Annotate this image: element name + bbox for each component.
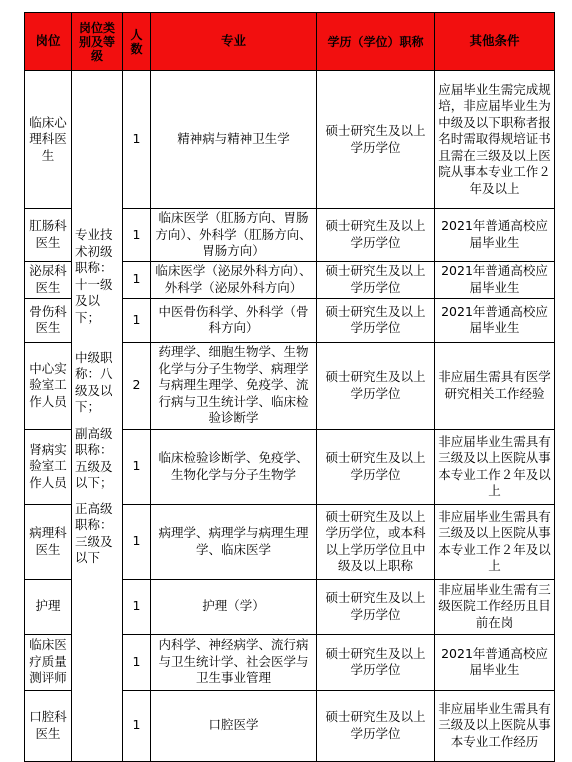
category-group-junior: 专业技术初级职称：十一级及以下； [75,227,113,325]
cell-education: 硕士研究生及以上学历学位 [317,579,435,634]
header-row [25,13,555,71]
cell-major: 临床医学（肛肠方向、胃肠方向）、外科学（肛肠方向、胃肠方向） [151,209,317,262]
cell-other: 2021年普通高校应届毕业生 [435,298,555,342]
cell-other: 非应届毕业生需具有三级及以上医院从事本专业工作２年及以上 [435,504,555,579]
header-other: 其他条件 [435,13,555,71]
cell-major: 药理学、细胞生物学、生物化学与分子生物学、病理学与病理生理学、免疫学、流行病与卫生统计学、临床检验诊断学 [151,342,317,429]
cell-major: 精神病与精神卫生学 [151,71,317,209]
cell-major: 病理学、病理学与病理生理学、临床医学 [151,504,317,579]
category-group-senior: 正高级职称：三级及以下 [75,500,113,565]
cell-category-merged [72,71,123,762]
cell-count: 1 [123,690,151,761]
cell-education: 硕士研究生及以上学历学位 [317,690,435,761]
category-group-intermediate: 中级职称：八级及以下； [75,349,113,414]
header-position: 岗位 [25,13,72,71]
cell-other: 2021年普通高校应届毕业生 [435,261,555,298]
header-education: 学历（学位）职称 [317,13,435,71]
cell-position: 肛肠科医生 [25,209,72,262]
cell-count: 1 [123,504,151,579]
header-category: 岗位类别及等级 [72,13,123,71]
cell-education: 硕士研究生及以上学历学位 [317,298,435,342]
cell-count: 2 [123,342,151,429]
cell-position: 临床心理科医生 [25,71,72,209]
cell-count: 1 [123,579,151,634]
cell-position: 口腔科医生 [25,690,72,761]
cell-other: 非应届生需具有医学研究相关工作经验 [435,342,555,429]
cell-other: 应届毕业生需完成规培，非应届毕业生为中级及以下职称者报名时需取得规培证书且需在三级及以上医院从事本专业工作２年及以上 [435,71,555,209]
cell-education: 硕士研究生及以上学历学位 [317,209,435,262]
cell-count: 1 [123,429,151,504]
table-row [25,71,555,209]
cell-other: 非应届毕业生需有三级医院工作经历且目前在岗 [435,579,555,634]
cell-count: 1 [123,298,151,342]
cell-major: 内科学、神经病学、流行病与卫生统计学、社会医学与卫生事业管理 [151,634,317,690]
cell-major: 中医骨伤科学、外科学（骨科方向） [151,298,317,342]
cell-other: 非应届毕业生需具有三级及以上医院从事本专业工作经历 [435,690,555,761]
cell-major: 护理（学） [151,579,317,634]
cell-position: 病理科医生 [25,504,72,579]
header-count: 人数 [123,13,151,71]
cell-major: 口腔医学 [151,690,317,761]
cell-position: 中心实验室工作人员 [25,342,72,429]
cell-position: 肾病实验室工作人员 [25,429,72,504]
cell-education: 硕士研究生及以上学历学位，或本科以上学历学位且中级及以上职称 [317,504,435,579]
cell-count: 1 [123,634,151,690]
cell-count: 1 [123,261,151,298]
cell-position: 护理 [25,579,72,634]
cell-major: 临床医学（泌尿外科方向）、外科学（泌尿外科方向） [151,261,317,298]
cell-other: 2021年普通高校应届毕业生 [435,209,555,262]
cell-position: 骨伤科医生 [25,298,72,342]
cell-education: 硕士研究生及以上学历学位 [317,71,435,209]
header-major: 专业 [151,13,317,71]
category-group-associate-senior: 副高级职称：五级及以下； [75,425,113,490]
cell-position: 泌尿科医生 [25,261,72,298]
cell-education: 硕士研究生及以上学历学位 [317,342,435,429]
cell-education: 硕士研究生及以上学历学位 [317,634,435,690]
cell-education: 硕士研究生及以上学历学位 [317,429,435,504]
cell-other: 2021年普通高校应届毕业生 [435,634,555,690]
recruitment-table-container [24,12,554,762]
recruitment-table [24,12,555,762]
cell-position: 临床医疗质量测评师 [25,634,72,690]
cell-major: 临床检验诊断学、免疫学、生物化学与分子生物学 [151,429,317,504]
cell-count: 1 [123,209,151,262]
cell-other: 非应届毕业生需具有三级及以上医院从事本专业工作２年及以上 [435,429,555,504]
cell-education: 硕士研究生及以上学历学位 [317,261,435,298]
cell-count: 1 [123,71,151,209]
